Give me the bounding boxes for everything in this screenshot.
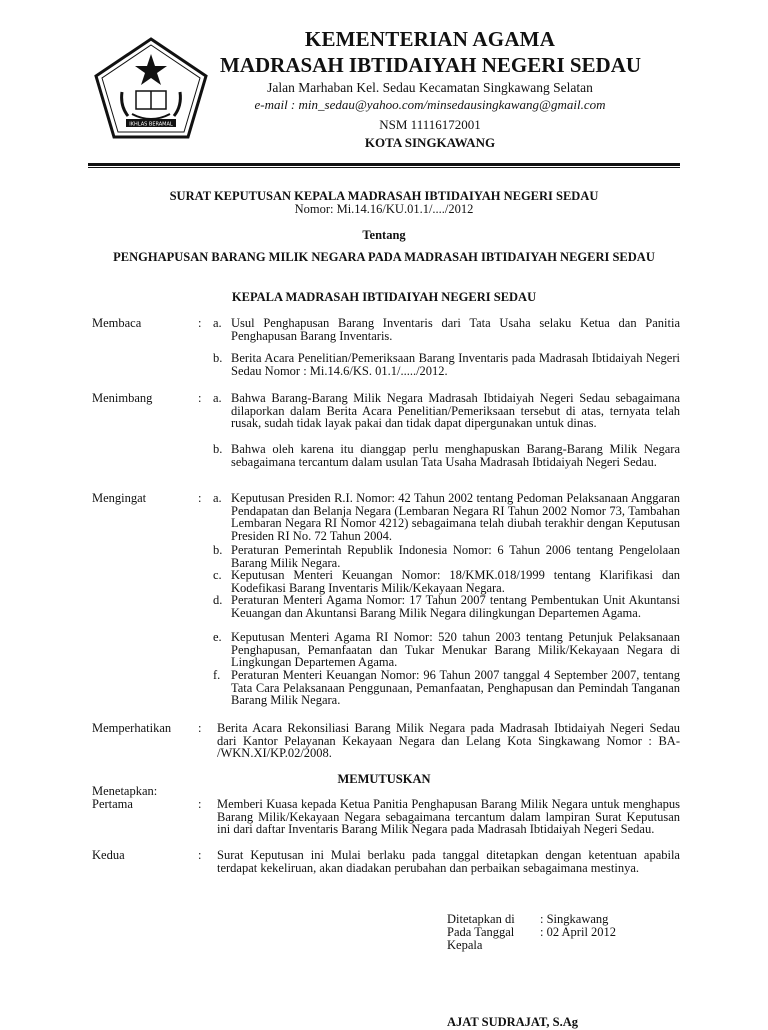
pertama-label: Pertama — [92, 797, 133, 811]
signature-date-value: : 02 April 2012 — [540, 925, 617, 939]
membaca-item-a: Usul Penghapusan Barang Inventaris dari Tata Usaha selaku Ketua dan Panitia Penghapusan Barang Inventaris. — [231, 316, 680, 343]
mengingat-letter-b: b. — [213, 543, 223, 557]
menimbang-label: Menimbang — [92, 391, 153, 405]
school-nsm: NSM 11116172001 — [379, 117, 481, 132]
memutuskan-heading: MEMUTUSKAN — [337, 772, 431, 786]
pertama-text: Memberi Kuasa kepada Ketua Panitia Penghapusan Barang Milik Negara untuk menghapus Barang Milik/Kekayaan Negara sebagaimana tercantum dalam lampiran Surat Keputusan ini dari daftar Inventaris Barang Milik Negara pada Madrasah Ibtidaiyah Negeri Sedau. — [217, 797, 680, 836]
memperhatikan-label: Memperhatikan — [92, 721, 172, 735]
school-address: Jalan Marhaban Kel. Sedau Kecamatan Singkawang Selatan — [267, 80, 593, 95]
menimbang-letter-b: b. — [213, 442, 223, 456]
decree-tentang: Tentang — [362, 228, 406, 242]
letterhead-rule-thick — [88, 163, 680, 166]
decree-number: Nomor: Mi.14.16/KU.01.1/..../2012 — [294, 202, 474, 216]
signature-date-label: Pada Tanggal — [447, 925, 515, 939]
membaca-item-b: Berita Acara Penelitian/Pemeriksaan Barang Inventaris pada Madrasah Ibtidaiyah Negeri Sedau Nomor : Mi.14.6/KS. 01.1/...../2012. — [231, 351, 680, 378]
menimbang-item-a: Bahwa Barang-Barang Milik Negara Madrasah Ibtidaiyah Negeri Sedau sebagaimana dilaporkan dalam Berita Acara Penelitian/Pemeriksaan tersebut di atas, ternyata telah rusak, sudah tidak layak pakai dan tidak dapat dipergunakan untuk dinas. — [231, 391, 680, 430]
mengingat-letter-f: f. — [213, 668, 221, 682]
signature-role: Kepala — [447, 938, 483, 952]
menimbang-colon: : — [198, 391, 202, 405]
signature-place-value: : Singkawang — [540, 912, 609, 926]
decree-head: KEPALA MADRASAH IBTIDAIYAH NEGERI SEDAU — [231, 290, 537, 304]
school-city: KOTA SINGKAWANG — [364, 135, 496, 150]
pertama-colon: : — [198, 797, 202, 811]
kedua-colon: : — [198, 848, 202, 862]
kedua-text: Surat Keputusan ini Mulai berlaku pada tanggal ditetapkan dengan ketentuan apabila terdapat kekeliruan, akan diadakan perubahan dan perbaikan sebagaimana mestinya. — [217, 848, 680, 875]
mengingat-item-f: Peraturan Menteri Keuangan Nomor: 96 Tahun 2007 tanggal 4 September 2007, tentang Tata Cara Pelaksanaan Penggunaan, Pemanfaatan, Penghapusan dan Pemindah Tanganan Barang Milik Negara. — [231, 668, 680, 707]
mengingat-letter-e: e. — [213, 630, 222, 644]
memperhatikan-colon: : — [198, 721, 202, 735]
mengingat-colon: : — [198, 491, 202, 505]
memperhatikan-text: Berita Acara Rekonsiliasi Barang Milik Negara pada Madrasah Ibtidaiyah Negeri Sedau dari Kantor Pelayanan Kekayaan Negara dan Lelang Kota Singkawang Nomor : BA- /WKN.XI/KP.02/2008. — [217, 721, 680, 760]
decree-subject: PENGHAPUSAN BARANG MILIK NEGARA PADA MADRASAH IBTIDAIYAH NEGERI SEDAU — [113, 250, 655, 264]
mengingat-item-d: Peraturan Menteri Agama Nomor: 17 Tahun 2007 tentang Pembentukan Unit Akuntansi Keuangan dan Akuntansi Barang Milik Negara dilingkungan Departemen Agama. — [231, 593, 680, 620]
mengingat-letter-a: a. — [213, 491, 222, 505]
menetapkan-label: Menetapkan: — [92, 784, 158, 798]
membaca-letter-b: b. — [213, 351, 223, 365]
school-name: MADRASAH IBTIDAIYAH NEGERI SEDAU — [220, 53, 642, 77]
signature-place-label: Ditetapkan di — [447, 912, 515, 926]
membaca-colon: : — [198, 316, 202, 330]
mengingat-item-c: Keputusan Menteri Keuangan Nomor: 18/KMK.018/1999 tentang Klarifikasi dan Kodefikasi Barang Inventaris Milik/Kekayaan Negara. — [231, 568, 680, 595]
signature-name: AJAT SUDRAJAT, S.Ag — [447, 1015, 579, 1029]
membaca-letter-a: a. — [213, 316, 222, 330]
school-email: e-mail : min_sedau@yahoo.com/minsedausingkawang@gmail.com — [254, 97, 606, 112]
menimbang-letter-a: a. — [213, 391, 222, 405]
membaca-label: Membaca — [92, 316, 142, 330]
mengingat-item-b: Peraturan Pemerintah Republik Indonesia Nomor: 6 Tahun 2006 tentang Pengelolaan Barang Milik Negara. — [231, 543, 680, 570]
mengingat-letter-d: d. — [213, 593, 223, 607]
menimbang-item-b: Bahwa oleh karena itu dianggap perlu menghapuskan Barang-Barang Milik Negara sebagaimana tercantum dalam usulan Tata Usaha Madrasah Ibtidaiyah Negeri Sedau. — [231, 442, 680, 469]
letterhead-rule-thin — [88, 167, 680, 168]
logo-motto: IKHLAS BERAMAL — [129, 121, 173, 128]
ministry-name: KEMENTERIAN AGAMA — [304, 27, 556, 51]
decree-title: SURAT KEPUTUSAN KEPALA MADRASAH IBTIDAIYAH NEGERI SEDAU — [169, 189, 599, 203]
mengingat-item-a: Keputusan Presiden R.I. Nomor: 42 Tahun 2002 tentang Pedoman Pelaksanaan Anggaran Pendapatan dan Belanja Negara (Lembaran Negara RI Tahun 2002 Nomor 73, Tambahan Lembaran Negara RI Nomor 4212) sebagaimana telah diubah terakhir dengan Keputusan Presiden RI No. 72 Tahun 2004. — [231, 491, 680, 543]
mengingat-item-e: Keputusan Menteri Agama RI Nomor: 520 tahun 2003 tentang Petunjuk Pelaksanaan Penghapusan, Pemanfaatan dan Tukar Menukar Barang Milik/Kekayaan Negara di Lingkungan Departemen Agama. — [231, 630, 680, 669]
mengingat-label: Mengingat — [92, 491, 147, 505]
kedua-label: Kedua — [92, 848, 125, 862]
mengingat-letter-c: c. — [213, 568, 222, 582]
ministry-emblem-logo — [92, 36, 210, 140]
